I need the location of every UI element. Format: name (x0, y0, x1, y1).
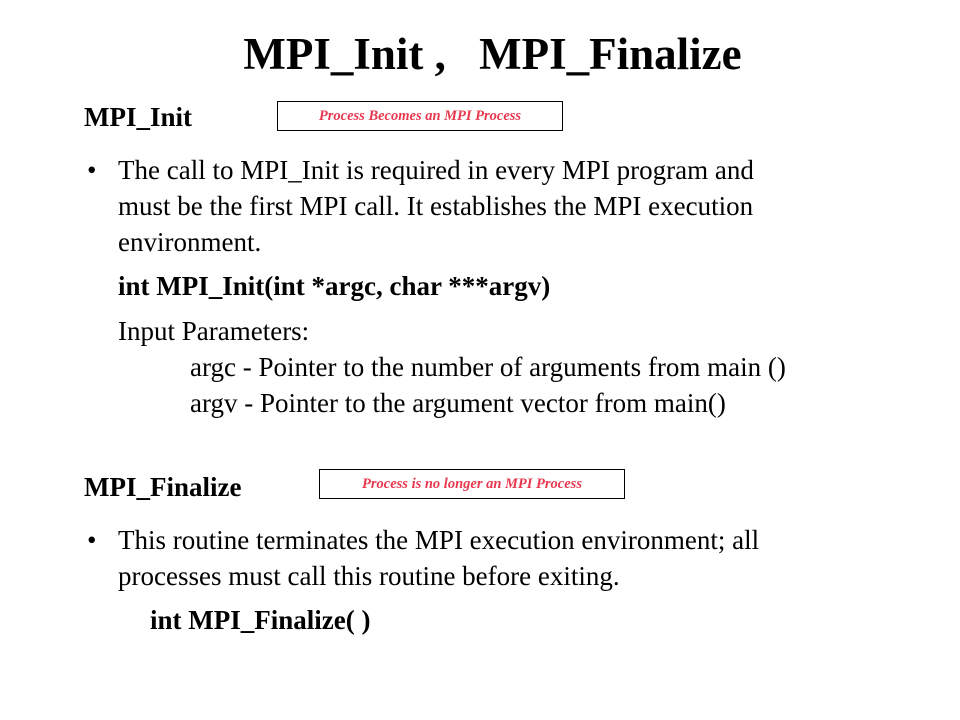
slide-title (0, 26, 960, 82)
init-params-label: Input Parameters: (118, 316, 310, 346)
finalize-bullet-mark: • (87, 525, 97, 555)
title-mpi-init: MPI_Init , (243, 29, 446, 79)
init-param-argc: argc - Pointer to the number of arguments from main () (190, 352, 786, 382)
finalize-bullet-line-1: This routine terminates the MPI execution environment; all (118, 525, 760, 555)
init-signature: int MPI_Init(int *argc, char ***argv) (118, 271, 551, 301)
finalize-signature: int MPI_Finalize( ) (150, 605, 371, 635)
init-heading: MPI_Init (84, 102, 192, 132)
title-mpi-finalize: MPI_Finalize (479, 29, 742, 79)
init-bullet-mark: • (87, 155, 97, 185)
init-bullet-line-3: environment. (118, 227, 262, 257)
finalize-callout: Process is no longer an MPI Process (319, 469, 625, 499)
init-param-argv: argv - Pointer to the argument vector from main() (190, 388, 726, 418)
finalize-bullet-line-2: processes must call this routine before exiting. (118, 561, 620, 591)
init-callout: Process Becomes an MPI Process (277, 101, 563, 131)
finalize-heading: MPI_Finalize (84, 472, 242, 502)
init-bullet-line-2: must be the first MPI call. It establishes the MPI execution (118, 191, 754, 221)
init-bullet-line-1: The call to MPI_Init is required in every MPI program and (118, 155, 754, 185)
